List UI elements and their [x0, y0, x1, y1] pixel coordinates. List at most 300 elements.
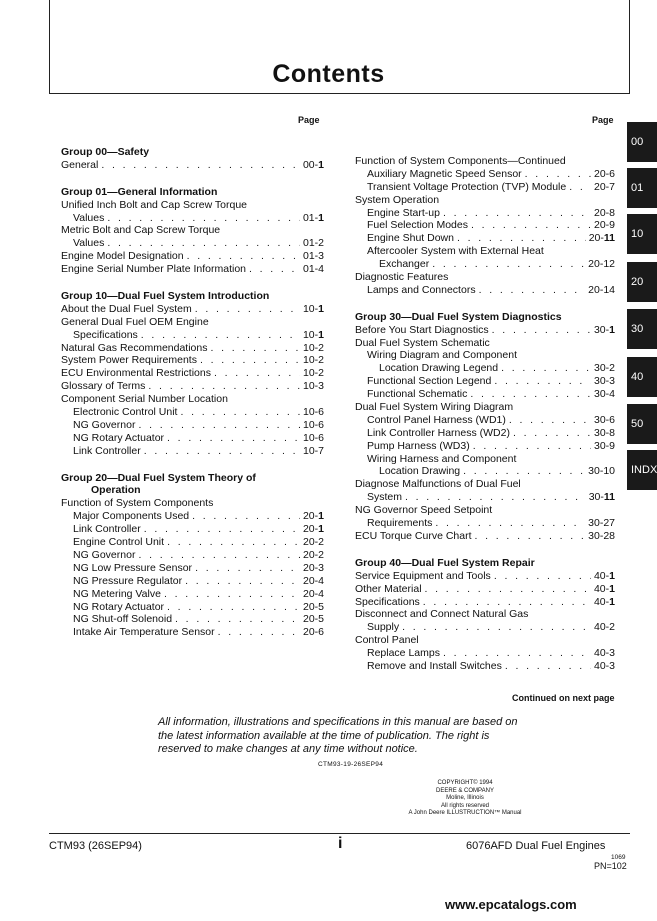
toc-page-bold: 1 — [318, 302, 324, 315]
toc-entry — [355, 660, 615, 673]
toc-group-heading: Group 10—Dual Fuel System Introduction — [61, 290, 270, 303]
toc-page-prefix: 20-4 — [302, 574, 324, 587]
notice-line: All information, illustrations and specifications in this manual are based on — [158, 716, 518, 728]
toc-spacer — [61, 276, 324, 290]
dot-leader — [144, 445, 300, 458]
toc-page-prefix: 20-2 — [302, 536, 324, 549]
toc-entry — [61, 329, 324, 342]
toc-subheading: Disconnect and Connect Natural Gas — [355, 608, 529, 621]
toc-page-prefix: 40- — [593, 582, 610, 595]
toc-entry-page — [594, 168, 615, 181]
toc-page-prefix: 20-7 — [593, 180, 615, 193]
toc-page-prefix: 20-6 — [302, 626, 324, 639]
toc-page-bold: 1 — [609, 595, 615, 608]
toc-entry-title: Replace Lamps — [367, 647, 440, 660]
toc-entry-page — [303, 445, 324, 458]
dot-leader — [443, 647, 591, 660]
toc-subheading: Wiring Harness and Component — [367, 452, 517, 465]
toc-entry-page — [594, 324, 615, 337]
toc-entry-title: Functional Schematic — [367, 388, 468, 401]
toc-entry-title: NG Shut-off Solenoid — [73, 613, 173, 626]
toc-entry-title: Link Controller Harness (WD2) — [367, 426, 510, 439]
toc-subheading: Unified Inch Bolt and Cap Screw Torque — [61, 198, 247, 211]
dot-leader — [214, 367, 300, 380]
toc-entry-page — [594, 362, 615, 375]
toc-page-prefix: 30- — [588, 491, 604, 504]
toc-right-column — [355, 155, 615, 673]
dot-leader — [492, 324, 591, 337]
toc-entry-page — [303, 354, 324, 367]
toc-entry — [61, 432, 324, 445]
toc-entry-title: Remove and Install Switches — [367, 659, 502, 672]
toc-entry — [355, 583, 615, 596]
toc-entry — [61, 601, 324, 614]
watermark: www.epcatalogs.com — [445, 897, 577, 912]
toc-page-prefix: 10- — [302, 302, 319, 315]
toc-page-prefix: 20-9 — [593, 219, 615, 232]
toc-page-prefix: 20-8 — [593, 206, 615, 219]
title-rule — [49, 93, 630, 94]
toc-entry-title: About the Dual Fuel System — [61, 302, 192, 315]
toc-entry-page — [303, 419, 324, 432]
toc-entry-page — [303, 303, 324, 316]
section-tab-50[interactable]: 50 — [627, 404, 657, 444]
toc-entry-title: Engine Control Unit — [73, 536, 165, 549]
toc-page-prefix: 01-3 — [302, 250, 324, 263]
toc-entry — [355, 388, 615, 401]
toc-page-prefix: 30-28 — [588, 529, 615, 542]
toc-entry-title: Exchanger — [379, 258, 430, 271]
toc-group-heading: Group 30—Dual Fuel System Diagnostics — [355, 310, 562, 323]
toc-subheading: Metric Bolt and Cap Screw Torque — [61, 224, 221, 237]
toc-page-prefix: 20-5 — [302, 613, 324, 626]
toc-group-heading: Group 00—Safety — [61, 146, 150, 158]
toc-entry-page — [303, 263, 324, 276]
toc-entry-page — [588, 284, 615, 297]
notice-line: reserved to make changes at any time without notice. — [158, 743, 418, 755]
toc-entry — [355, 427, 615, 440]
section-tab-40[interactable]: 40 — [627, 357, 657, 397]
toc-entry-page — [303, 601, 324, 614]
page-title: Contents — [272, 60, 385, 88]
copyright-line: All rights reserved — [440, 802, 490, 809]
toc-entry-title: Service Equipment and Tools — [355, 569, 491, 582]
toc-page-prefix: 40-3 — [593, 647, 615, 660]
toc-entry-title: Values — [73, 211, 105, 224]
section-tab-10[interactable]: 10 — [627, 214, 657, 254]
toc-subheading: General Dual Fuel OEM Engine — [61, 315, 209, 328]
section-tab-20[interactable]: 20 — [627, 262, 657, 302]
dot-leader — [195, 562, 300, 575]
dot-leader — [405, 491, 586, 504]
toc-entry-title: NG Low Pressure Sensor — [73, 561, 193, 574]
dot-leader — [470, 388, 591, 401]
toc-entry-page — [303, 342, 324, 355]
toc-page-prefix: 20- — [302, 510, 319, 523]
toc-entry — [61, 562, 324, 575]
toc-page-bold: 1 — [318, 158, 324, 171]
dot-leader — [501, 362, 591, 375]
toc-entry-title: System — [367, 491, 403, 504]
toc-entry — [61, 250, 324, 263]
toc-entry-page — [588, 258, 615, 271]
toc-entry-page — [594, 375, 615, 388]
toc-entry — [61, 445, 324, 458]
toc-page-prefix: 30-10 — [588, 465, 615, 478]
toc-subheading: Component Serial Number Location — [61, 393, 228, 406]
toc-page-prefix: 01-4 — [302, 263, 324, 276]
toc-entry — [355, 362, 615, 375]
dot-leader — [141, 329, 300, 342]
toc-subheading: Function of System Components — [61, 497, 214, 510]
toc-entry-title: Transient Voltage Protection (TVP) Module — [367, 180, 567, 193]
toc-entry — [355, 647, 615, 660]
toc-entry-title: Specifications — [355, 595, 420, 608]
toc-entry — [355, 440, 615, 453]
dot-leader — [101, 159, 300, 172]
dot-leader — [144, 523, 300, 536]
footer-sub-2: PN=102 — [594, 861, 627, 871]
copyright-block — [400, 780, 530, 818]
toc-entry — [355, 465, 615, 478]
toc-entry-title: NG Rotary Actuator — [73, 600, 165, 613]
toc-entry-title: Fuel Selection Modes — [367, 219, 468, 232]
toc-page-bold: 11 — [603, 491, 615, 504]
toc-page-prefix: 40-2 — [593, 621, 615, 634]
toc-entry-title: Lamps and Connectors — [367, 283, 476, 296]
dot-leader — [138, 419, 300, 432]
section-tab-indx[interactable]: INDX — [627, 450, 657, 490]
toc-page-prefix: 01- — [302, 211, 319, 224]
toc-entry-title: NG Rotary Actuator — [73, 431, 165, 444]
toc-entry — [61, 380, 324, 393]
toc-page-bold: 1 — [318, 523, 324, 536]
footer-sub-1: 1069 — [611, 854, 626, 861]
toc-entry-page — [594, 181, 615, 194]
toc-subheading: NG Governor Speed Setpoint — [355, 504, 493, 517]
toc-entry-title: ECU Environmental Restrictions — [61, 367, 211, 380]
toc-entry-page — [303, 613, 324, 626]
toc-entry-page — [303, 588, 324, 601]
toc-entry — [61, 613, 324, 626]
toc-entry — [61, 159, 324, 172]
toc-entry — [61, 419, 324, 432]
toc-entry-page — [303, 562, 324, 575]
toc-entry — [61, 342, 324, 355]
toc-page-prefix: 20-2 — [302, 548, 324, 561]
toc-page-prefix: 20-12 — [588, 258, 615, 271]
toc-page-bold: 11 — [603, 232, 615, 245]
dot-leader — [200, 354, 300, 367]
toc-subheading: Function of System Components—Continued — [355, 155, 566, 167]
toc-entry-title: Engine Shut Down — [367, 232, 454, 245]
toc-entry-page — [303, 367, 324, 380]
toc-entry-page — [594, 440, 615, 453]
toc-page-bold: 1 — [318, 211, 324, 224]
toc-entry-title: Other Material — [355, 582, 422, 595]
toc-entry — [61, 523, 324, 536]
toc-entry — [355, 219, 615, 232]
toc-subheading: Diagnostic Features — [355, 271, 449, 284]
toc-entry — [61, 367, 324, 380]
toc-entry-page — [303, 536, 324, 549]
toc-entry-page — [303, 406, 324, 419]
dot-leader — [494, 570, 591, 583]
toc-entry-page — [588, 517, 615, 530]
toc-entry-page — [303, 212, 324, 225]
dot-leader — [164, 588, 300, 601]
toc-entry — [61, 237, 324, 250]
toc-entry-title: Requirements — [367, 517, 433, 530]
toc-entry — [355, 284, 615, 297]
dot-leader — [185, 575, 300, 588]
footer-rule — [49, 833, 630, 834]
dot-leader — [249, 263, 300, 276]
toc-entry-title: Values — [73, 237, 105, 250]
toc-subheading: Dual Fuel System Schematic — [355, 336, 490, 349]
toc-spacer — [355, 543, 615, 557]
toc-entry-title: Natural Gas Recommendations — [61, 341, 208, 354]
toc-entry-title: System Power Requirements — [61, 354, 197, 367]
toc-entry-page — [303, 549, 324, 562]
toc-entry — [355, 570, 615, 583]
toc-entry — [61, 303, 324, 316]
dot-leader — [195, 303, 300, 316]
toc-entry-page — [303, 159, 324, 172]
toc-entry — [61, 263, 324, 276]
toc-entry — [61, 510, 324, 523]
toc-entry-page — [303, 380, 324, 393]
toc-page-prefix: 00- — [302, 158, 319, 171]
toc-entry-title: ECU Torque Curve Chart — [355, 529, 472, 542]
dot-leader — [509, 414, 591, 427]
toc-page-prefix: 01-2 — [302, 237, 324, 250]
toc-page-prefix: 20-3 — [302, 561, 324, 574]
toc-entry — [355, 517, 615, 530]
dot-leader — [432, 258, 585, 271]
toc-entry — [355, 375, 615, 388]
toc-entry — [61, 575, 324, 588]
document-code: CTM93-19-26SEP94 — [318, 761, 384, 768]
dot-leader — [167, 601, 300, 614]
toc-page-prefix: 20- — [302, 523, 319, 536]
toc-entry — [61, 536, 324, 549]
toc-entry-page — [303, 237, 324, 250]
left-page-header: Page — [298, 115, 320, 125]
toc-entry — [355, 232, 615, 245]
dot-leader — [513, 427, 591, 440]
toc-entry-page — [594, 583, 615, 596]
toc-page-prefix: 30-3 — [593, 375, 615, 388]
toc-entry-title: Pump Harness (WD3) — [367, 439, 470, 452]
toc-page-prefix: 10-2 — [302, 354, 324, 367]
dot-leader — [473, 440, 591, 453]
dot-leader — [175, 613, 300, 626]
toc-page-prefix: 40-3 — [593, 659, 615, 672]
toc-entry — [355, 258, 615, 271]
toc-entry — [61, 212, 324, 225]
dot-leader — [192, 510, 300, 523]
section-tab-01[interactable]: 01 — [627, 168, 657, 208]
dot-leader — [425, 583, 591, 596]
toc-entry-page — [594, 219, 615, 232]
toc-entry-page — [594, 414, 615, 427]
toc-page-prefix: 20-5 — [302, 600, 324, 613]
dot-leader — [505, 660, 591, 673]
toc-entry-page — [589, 491, 615, 504]
toc-entry-title: Glossary of Terms — [61, 380, 146, 393]
toc-entry — [61, 406, 324, 419]
toc-entry — [355, 181, 615, 194]
toc-entry-page — [594, 207, 615, 220]
toc-entry — [355, 168, 615, 181]
toc-entry-title: Supply — [367, 621, 400, 634]
section-tab-30[interactable]: 30 — [627, 309, 657, 349]
toc-entry-title: NG Pressure Regulator — [73, 574, 183, 587]
toc-entry-title: NG Governor — [73, 548, 136, 561]
dot-leader — [471, 219, 591, 232]
toc-page-bold: 1 — [318, 510, 324, 523]
toc-entry-page — [303, 575, 324, 588]
toc-entry-page — [303, 432, 324, 445]
toc-subheading: Dual Fuel System Wiring Diagram — [355, 401, 514, 414]
toc-entry-page — [594, 621, 615, 634]
dot-leader — [210, 342, 300, 355]
toc-entry-title: Auxiliary Magnetic Speed Sensor — [367, 167, 522, 180]
copyright-line: DEERE & COMPANY — [436, 787, 494, 794]
toc-page-bold: 1 — [318, 328, 324, 341]
toc-page-prefix: 30-9 — [593, 439, 615, 452]
toc-entry — [61, 588, 324, 601]
dot-leader — [525, 168, 591, 181]
toc-page-prefix: 20-14 — [588, 283, 615, 296]
toc-page-bold: 1 — [609, 569, 615, 582]
toc-page-prefix: 40- — [593, 595, 610, 608]
dot-leader — [402, 621, 591, 634]
toc-entry-page — [594, 427, 615, 440]
toc-entry-page — [303, 250, 324, 263]
dot-leader — [475, 530, 586, 543]
toc-subheading: Wiring Diagram and Component — [367, 349, 517, 362]
toc-entry-title: Before You Start Diagnostics — [355, 323, 489, 336]
toc-entry-page — [594, 596, 615, 609]
footer-right: 6076AFD Dual Fuel Engines — [466, 840, 606, 852]
toc-subheading: System Operation — [355, 193, 440, 206]
toc-group-heading: Operation — [91, 484, 141, 497]
copyright-line: A John Deere ILLUSTRUCTION™ Manual — [408, 810, 522, 817]
toc-entry — [355, 414, 615, 427]
toc-entry-page — [588, 465, 615, 478]
dot-leader — [107, 212, 300, 225]
toc-entry-title: General — [61, 158, 99, 171]
toc-page-prefix: 10-6 — [302, 431, 324, 444]
toc-page-prefix: 20-6 — [593, 167, 615, 180]
toc-page-prefix: 10-2 — [302, 367, 324, 380]
toc-page-prefix: 10-6 — [302, 418, 324, 431]
toc-entry — [355, 621, 615, 634]
toc-entry — [355, 324, 615, 337]
toc-entry-page — [589, 232, 615, 245]
toc-entry-title: Functional Section Legend — [367, 375, 492, 388]
toc-subheading: Control Panel — [355, 634, 419, 647]
toc-page-prefix: 10-7 — [302, 444, 324, 457]
toc-group-heading: Group 20—Dual Fuel System Theory of — [61, 471, 256, 484]
toc-page-prefix: 40- — [593, 569, 610, 582]
toc-entry — [355, 596, 615, 609]
toc-page-prefix: 30-8 — [593, 426, 615, 439]
dot-leader — [107, 237, 300, 250]
toc-page-prefix: 30-4 — [593, 388, 615, 401]
footer-page-number: i — [338, 835, 343, 852]
toc-entry — [355, 207, 615, 220]
toc-entry-title: Control Panel Harness (WD1) — [367, 413, 506, 426]
dot-leader — [167, 432, 300, 445]
dot-leader — [423, 596, 591, 609]
copyright-line: Moline, Illinois — [446, 795, 484, 802]
toc-left-column — [61, 146, 324, 639]
toc-page-prefix: 20- — [588, 232, 604, 245]
dot-leader — [443, 207, 591, 220]
dot-leader — [479, 284, 586, 297]
toc-page-bold: 1 — [609, 323, 615, 336]
dot-leader — [569, 181, 591, 194]
continued-note: Continued on next page — [512, 693, 615, 703]
toc-group-heading: Group 40—Dual Fuel System Repair — [355, 556, 535, 569]
toc-page-prefix: 20-4 — [302, 587, 324, 600]
dot-leader — [218, 626, 300, 639]
toc-subheading: Diagnose Malfunctions of Dual Fuel — [355, 478, 521, 491]
copyright-line: COPYRIGHT© 1994 — [437, 780, 493, 786]
dot-leader — [457, 232, 586, 245]
toc-entry-title: Engine Start-up — [367, 206, 440, 219]
toc-entry-page — [594, 647, 615, 660]
toc-entry-title: Electronic Control Unit — [73, 406, 178, 419]
toc-entry-page — [594, 570, 615, 583]
toc-entry-title: Engine Serial Number Plate Information — [61, 263, 247, 276]
toc-entry-title: Location Drawing — [379, 465, 461, 478]
toc-subheading: Aftercooler System with External Heat — [367, 245, 544, 258]
dot-leader — [494, 375, 591, 388]
toc-page-prefix: 30-6 — [593, 413, 615, 426]
dot-leader — [148, 380, 300, 393]
toc-entry — [61, 549, 324, 562]
toc-entry — [61, 626, 324, 639]
dot-leader — [463, 465, 585, 478]
toc-entry-title: Major Components Used — [73, 510, 190, 523]
toc-page-prefix: 10-2 — [302, 341, 324, 354]
toc-entry-title: Link Controller — [73, 523, 141, 536]
toc-page-prefix: 30-27 — [588, 517, 615, 530]
toc-spacer — [61, 458, 324, 472]
toc-entry-title: Intake Air Temperature Sensor — [73, 626, 215, 639]
toc-group-heading: Group 01—General Information — [61, 185, 218, 198]
dot-leader — [187, 250, 300, 263]
toc-entry-title: NG Metering Valve — [73, 587, 161, 600]
toc-entry-page — [588, 530, 615, 543]
toc-page-prefix: 10-3 — [302, 380, 324, 393]
toc-spacer — [61, 172, 324, 186]
section-tab-00[interactable]: 00 — [627, 122, 657, 162]
toc-entry-title: Engine Model Designation — [61, 250, 184, 263]
right-page-header: Page — [592, 115, 614, 125]
toc-page-bold: 1 — [609, 582, 615, 595]
toc-page-prefix: 10-6 — [302, 406, 324, 419]
toc-entry-page — [303, 329, 324, 342]
notice-text — [158, 716, 558, 757]
dot-leader — [167, 536, 300, 549]
dot-leader — [138, 549, 300, 562]
toc-entry-page — [594, 660, 615, 673]
